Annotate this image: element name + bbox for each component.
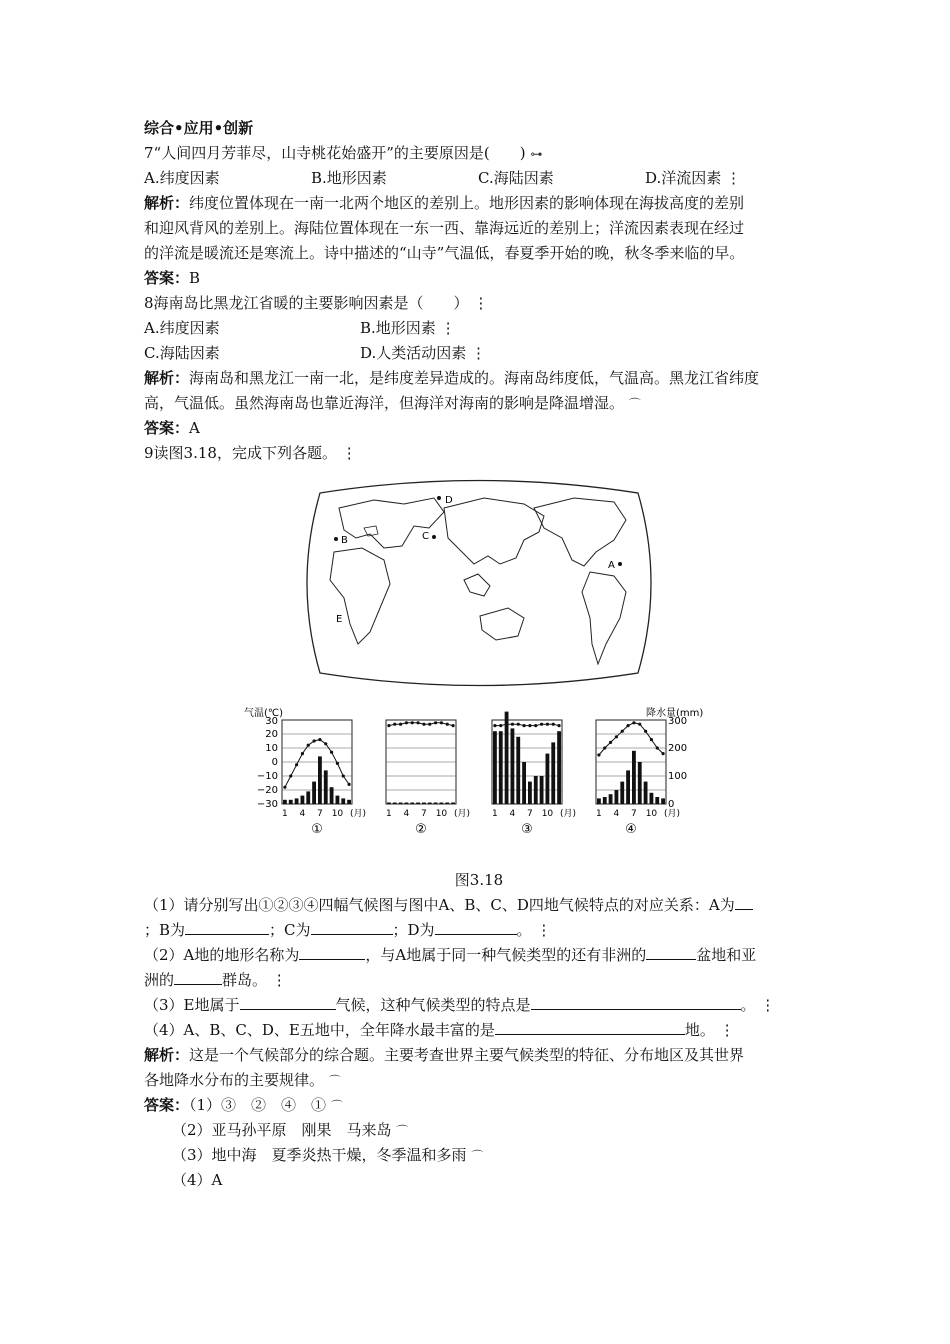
temperature-line — [285, 740, 349, 788]
answer-blank[interactable] — [240, 993, 336, 1010]
precip-bar — [393, 803, 397, 805]
temperature-point — [650, 738, 653, 741]
temp-tick: −10 — [256, 771, 278, 782]
precip-bar — [516, 737, 520, 804]
temperature-point — [342, 774, 345, 777]
precip-bar — [422, 803, 426, 805]
chart-number-label: ① — [311, 822, 323, 837]
temperature-point — [289, 774, 292, 777]
precip-tick: 300 — [668, 716, 688, 727]
precip-bar — [387, 803, 391, 805]
q8-option-d: D.人类活动因素 — [360, 344, 467, 362]
precip-bar — [324, 770, 328, 804]
precip-bar — [644, 782, 648, 804]
temperature-point — [434, 721, 437, 724]
q7-option-b: B.地形因素 — [311, 169, 387, 187]
precip-bar — [603, 797, 607, 804]
temperature-point — [347, 783, 350, 786]
precip-bar — [551, 742, 555, 804]
temperature-point — [603, 746, 606, 749]
precip-bar — [347, 800, 351, 804]
map-frame — [307, 481, 651, 686]
temperature-point — [632, 721, 635, 724]
temperature-point — [446, 723, 449, 726]
temperature-point — [626, 724, 629, 727]
world-map — [307, 481, 651, 686]
australia-outline — [480, 608, 524, 640]
q7-answer: 答案：B — [144, 269, 201, 287]
temp-tick: 10 — [265, 743, 278, 754]
point-c-dot — [432, 535, 436, 539]
q8-analysis-2: 高，气温低。虽然海南岛也靠近海洋，但海洋对海南的影响是降温增湿。 ⌒ — [144, 394, 641, 412]
precip-bar — [499, 731, 503, 804]
chart-number-label: ④ — [625, 822, 637, 837]
answer-blank[interactable] — [299, 943, 365, 960]
q8-option-a: A.纬度因素 — [144, 319, 220, 337]
temperature-point — [295, 763, 298, 766]
temperature-point — [416, 721, 419, 724]
month-unit: (月) — [560, 809, 577, 819]
answer-blank[interactable] — [495, 1018, 685, 1035]
month-tick: 10 — [541, 809, 554, 819]
q7-analysis-2: 和迎风背风的差别上。海陆位置体现在一东一西、靠海远近的差别上；洋流因素表现在经过 — [144, 219, 745, 237]
temp-axis-title: 气温(℃) — [244, 708, 284, 719]
precip-bar — [445, 803, 449, 805]
month-tick: 4 — [403, 809, 410, 819]
figure-caption: 图3.18 — [454, 871, 504, 889]
precip-bar — [451, 803, 455, 805]
temperature-point — [440, 721, 443, 724]
answer-blank[interactable] — [185, 918, 269, 935]
climate-charts — [282, 712, 680, 837]
precip-bar — [655, 797, 659, 804]
temp-ticks — [257, 716, 278, 810]
precip-bar — [306, 791, 310, 804]
temp-tick: 20 — [265, 729, 278, 740]
temperature-point — [511, 723, 514, 726]
month-unit: (月) — [350, 809, 367, 819]
precip-bar — [289, 800, 293, 804]
precip-bar — [410, 803, 414, 805]
africa-outline — [330, 548, 390, 644]
q7-analysis-1: 解析：纬度位置体现在一南一北两个地区的差别上。地形因素的影响体现在海拔高度的差别 — [144, 194, 745, 212]
q8-analysis-1: 解析：海南岛和黑龙江一南一北，是纬度差异造成的。海南岛纬度低，气温高。黑龙江省纬度 — [144, 369, 760, 387]
precip-bar — [416, 803, 420, 805]
temperature-point — [387, 724, 390, 727]
temperature-point — [552, 723, 555, 726]
month-tick: 10 — [645, 809, 658, 819]
figure-svg — [144, 468, 814, 868]
temperature-point — [528, 724, 531, 727]
q9-answer-3: （3）地中海 夏季炎热干燥，冬季温和多雨 ⌒ — [172, 1146, 484, 1164]
temperature-point — [656, 746, 659, 749]
temperature-line — [495, 724, 559, 725]
temperature-point — [312, 739, 315, 742]
temperature-point — [301, 752, 304, 755]
month-tick: 1 — [596, 809, 602, 819]
point-c-label: C — [422, 531, 429, 542]
temperature-line — [389, 723, 453, 726]
temperature-point — [638, 723, 641, 726]
month-tick: 7 — [527, 809, 533, 819]
temperature-point — [411, 721, 414, 724]
maritime-asia-outline — [464, 574, 490, 596]
temperature-point — [307, 744, 310, 747]
month-tick: 7 — [631, 809, 637, 819]
q9-sub4: （4）A、B、C、D、E五地中，全年降水最丰富的是 地。 ⋮ — [144, 1018, 814, 1043]
precip-bar — [318, 756, 322, 804]
temperature-point — [336, 762, 339, 765]
q7-stem: 7“人间四月芳菲尽，山寺桃花始盛开”的主要原因是( ) ⊶ — [144, 144, 543, 162]
temp-tick: −30 — [256, 799, 278, 810]
north-america-outline — [534, 498, 626, 566]
q7-option-a: A.纬度因素 — [144, 169, 220, 187]
temperature-point — [393, 723, 396, 726]
temperature-point — [597, 753, 600, 756]
q7-options: A.纬度因素 B.地形因素 C.海陆因素 D.洋流因素 ⋮ — [144, 166, 814, 191]
month-tick: 1 — [282, 809, 288, 819]
q7-option-d: D.洋流因素 — [645, 169, 722, 187]
precip-bar — [312, 782, 316, 804]
point-d-dot — [437, 496, 441, 500]
precip-bar — [661, 798, 665, 804]
temperature-line — [599, 723, 663, 755]
precip-ticks — [668, 716, 687, 810]
answer-blank[interactable] — [435, 918, 517, 935]
temperature-point — [644, 730, 647, 733]
precip-tick: 100 — [668, 771, 688, 782]
temperature-point — [557, 724, 560, 727]
precip-bar — [615, 790, 619, 804]
month-tick: 7 — [317, 809, 323, 819]
month-tick: 4 — [613, 809, 620, 819]
month-tick: 4 — [509, 809, 516, 819]
q9-analysis-2: 各地降水分布的主要规律。 ⌒ — [144, 1071, 341, 1089]
figure-3-18 — [144, 468, 814, 868]
month-tick: 1 — [386, 809, 392, 819]
temperature-point — [522, 724, 525, 727]
temp-tick: 30 — [265, 716, 278, 727]
answer-blank[interactable] — [174, 968, 222, 985]
precip-bar — [609, 794, 613, 804]
q8-options-row1: A.纬度因素 B.地形因素 ⋮ — [144, 316, 814, 341]
q9-stem: 9读图3.18，完成下列各题。 ⋮ — [144, 444, 357, 462]
chart-number-label: ③ — [521, 822, 533, 837]
q9-answer-2: （2）亚马孙平原 刚果 马来岛 ⌒ — [172, 1121, 409, 1139]
precip-bar — [405, 803, 409, 805]
month-tick: 10 — [331, 809, 344, 819]
precip-tick: 0 — [668, 799, 675, 810]
q7-option-c: C.海陆因素 — [478, 169, 554, 187]
temperature-point — [283, 786, 286, 789]
temperature-point — [324, 742, 327, 745]
month-tick: 1 — [492, 809, 498, 819]
temperature-point — [493, 724, 496, 727]
q9-sub2-line1: （2）A地的地形名称为 ，与A地属于同一种气候类型的还有非洲的 盆地和亚 — [144, 943, 814, 968]
q9-analysis-1: 解析：这是一个气候部分的综合题。主要考查世界主要气候类型的特征、分布地区及其世界 — [144, 1046, 745, 1064]
temperature-point — [330, 751, 333, 754]
precip-bar — [434, 803, 438, 805]
precip-bar — [650, 793, 654, 804]
precip-bar — [330, 787, 334, 804]
month-unit: (月) — [664, 809, 681, 819]
precip-bar — [440, 803, 444, 805]
precip-bar — [283, 800, 287, 804]
answer-blank[interactable] — [531, 993, 741, 1010]
precip-bar — [534, 776, 538, 804]
precip-bar — [336, 796, 340, 804]
q8-options-row2: C.海陆因素 D.人类活动因素 ⋮ — [144, 341, 814, 366]
temperature-point — [451, 724, 454, 727]
point-b-label: B — [341, 535, 348, 546]
precip-bar — [511, 728, 515, 804]
precip-bar — [597, 798, 601, 804]
precip-bar — [493, 731, 497, 804]
point-a-dot — [618, 562, 622, 566]
q9-sub2-line2: 洲的 群岛。 ⋮ — [144, 968, 814, 993]
answer-blank[interactable] — [311, 918, 393, 935]
point-e-label: E — [336, 614, 343, 625]
temperature-point — [621, 730, 624, 733]
precip-bar — [301, 796, 305, 804]
precip-bar — [428, 803, 432, 805]
precip-bar — [632, 751, 636, 804]
precip-axis-title: 降水量(mm) — [646, 708, 704, 719]
answer-blank[interactable] — [646, 943, 696, 960]
precip-bar — [399, 803, 403, 805]
month-tick: 10 — [435, 809, 448, 819]
document-page — [144, 116, 814, 1193]
q9-answer-4: （4）A — [172, 1171, 223, 1189]
month-unit: (月) — [454, 809, 471, 819]
temp-tick: 0 — [271, 757, 278, 768]
q9-sub1-line1: （1）请分别写出①②③④四幅气候图与图中A、B、C、D四地气候特点的对应关系：A为 — [144, 893, 814, 918]
temperature-point — [540, 723, 543, 726]
temperature-point — [399, 723, 402, 726]
q8-stem: 8海南岛比黑龙江省暖的主要影响因素是（ ） ⋮ — [144, 294, 489, 312]
precip-bar — [528, 782, 532, 804]
asia-outline — [444, 498, 544, 564]
temperature-point — [609, 741, 612, 744]
temperature-point — [546, 723, 549, 726]
section-title: 综合•应用•创新 — [144, 119, 254, 137]
month-tick: 7 — [421, 809, 427, 819]
q8-option-c: C.海陆因素 — [144, 344, 220, 362]
temperature-point — [422, 723, 425, 726]
precip-bar — [546, 754, 550, 804]
precip-tick: 200 — [668, 743, 688, 754]
temperature-point — [505, 723, 508, 726]
temperature-point — [405, 721, 408, 724]
temperature-point — [318, 738, 321, 741]
precip-bar — [341, 798, 345, 804]
precip-bar — [638, 762, 642, 804]
precip-bar — [557, 731, 561, 804]
scan-mark: ⊶ — [530, 147, 543, 161]
q9-sub3: （3）E地属于 气候，这种气候类型的特点是 。 ⋮ — [144, 993, 814, 1018]
point-b-dot — [334, 537, 338, 541]
point-d-label: D — [445, 495, 453, 506]
precip-bar — [626, 770, 630, 804]
chart-number-label: ② — [415, 822, 427, 837]
temperature-point — [499, 724, 502, 727]
q9-sub1-line2: ；B为 ；C为 ；D为 。 ⋮ — [144, 918, 814, 943]
q8-answer: 答案：A — [144, 419, 200, 437]
q8-option-b: B.地形因素 — [360, 319, 436, 337]
q7-analysis-3: 的洋流是暖流还是寒流上。诗中描述的“山寺”气温低，春夏季开始的晚，秋冬季来临的早。 — [144, 244, 745, 262]
south-america-outline — [582, 572, 626, 664]
month-tick: 4 — [299, 809, 306, 819]
precip-bar — [620, 782, 624, 804]
point-a-label: A — [608, 560, 615, 571]
temperature-point — [428, 723, 431, 726]
q9-answer-1: 答案：（1）③ ② ④ ① ⌒ — [144, 1096, 343, 1114]
precip-bar — [540, 776, 544, 804]
precip-bar — [522, 762, 526, 804]
temp-tick: −20 — [256, 785, 278, 796]
temperature-point — [534, 724, 537, 727]
temperature-point — [661, 752, 664, 755]
temperature-point — [615, 735, 618, 738]
precip-bar — [295, 798, 299, 804]
temperature-point — [517, 723, 520, 726]
